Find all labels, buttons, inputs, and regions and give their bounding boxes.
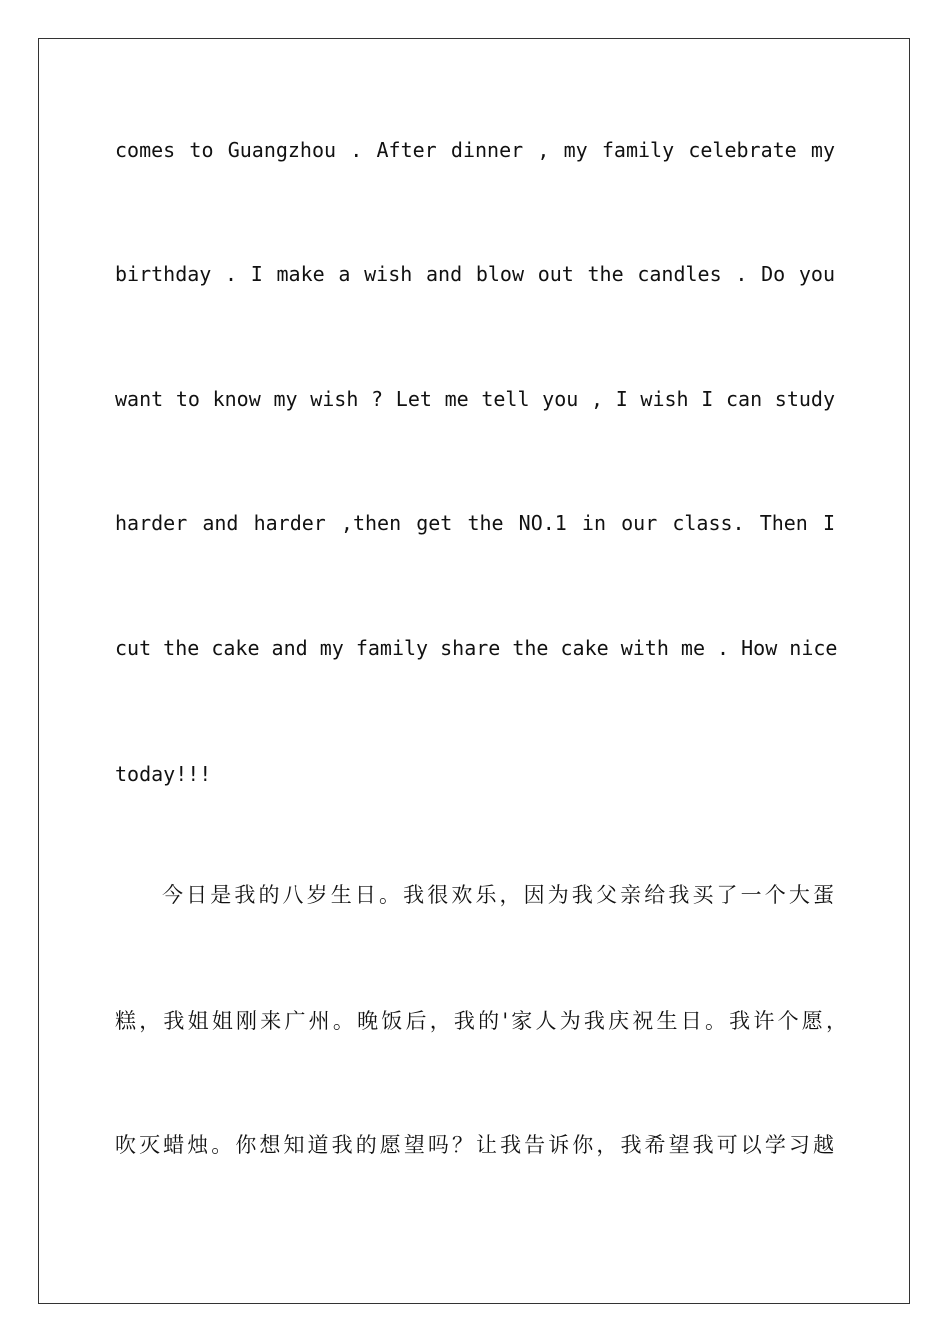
english-line-6: today!!! bbox=[115, 762, 212, 786]
page-border bbox=[38, 38, 910, 1304]
english-line-2: birthday . I make a wish and blow out the candles . Do you bbox=[115, 262, 835, 286]
english-line-5: cut the cake and my family share the cake with me . How nice bbox=[115, 636, 838, 660]
english-line-1: comes to Guangzhou . After dinner , my family celebrate my bbox=[115, 138, 835, 162]
chinese-line-2: 糕，我姐姐刚来广州。晚饭后，我的'家人为我庆祝生日。我许个愿， bbox=[115, 1009, 848, 1033]
chinese-line-1: 今日是我的八岁生日。我很欢乐，因为我父亲给我买了一个大蛋 bbox=[162, 883, 835, 907]
chinese-line-3: 吹灭蜡烛。你想知道我的愿望吗？让我告诉你，我希望我可以学习越 bbox=[115, 1133, 835, 1157]
english-line-3: want to know my wish ? Let me tell you , I wish I can study bbox=[115, 387, 835, 411]
english-line-4: harder and harder ,then get the NO.1 in our class. Then I bbox=[115, 511, 835, 535]
